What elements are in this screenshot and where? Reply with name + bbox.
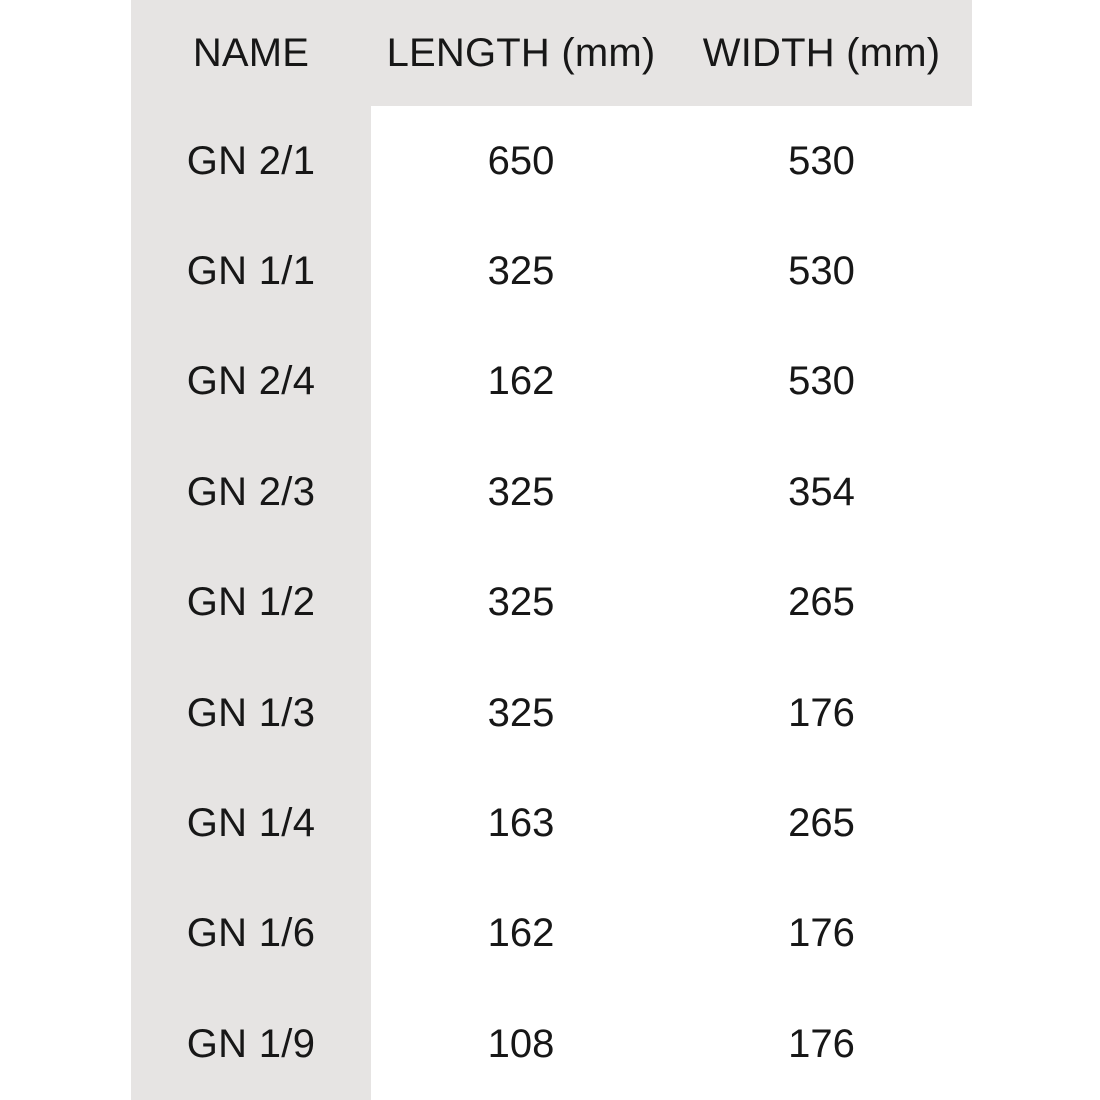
table-header-row [131, 0, 972, 106]
cell-length: 108 [487, 1021, 555, 1066]
cell-name: GN 1/3 [186, 690, 316, 735]
table-row [131, 437, 972, 547]
cell-name: GN 1/6 [186, 911, 316, 956]
table-header [131, 0, 972, 106]
cell-width: 176 [788, 911, 855, 956]
table-row [131, 879, 972, 989]
cell-length: 325 [487, 690, 555, 735]
table-row [131, 658, 972, 768]
gastronorm-size-table [131, 0, 972, 1100]
cell-width: 265 [788, 801, 855, 846]
table-body [131, 106, 972, 1100]
cell-width: 176 [788, 1021, 855, 1066]
cell-length: 325 [487, 249, 555, 294]
cell-width: 530 [788, 249, 855, 294]
cell-width: 530 [788, 138, 855, 183]
cell-length: 162 [487, 359, 555, 404]
column-header-name: NAME [192, 30, 310, 75]
column-header-width: WIDTH (mm) [702, 30, 941, 75]
cell-name: GN 1/4 [186, 801, 316, 846]
cell-width: 530 [788, 359, 855, 404]
cell-length: 650 [487, 138, 555, 183]
cell-length: 325 [487, 580, 555, 625]
cell-name: GN 1/2 [186, 580, 316, 625]
cell-width: 265 [788, 580, 855, 625]
cell-name: GN 1/1 [186, 249, 316, 294]
cell-length: 163 [487, 801, 555, 846]
cell-length: 162 [487, 911, 555, 956]
table-row [131, 548, 972, 658]
table-row [131, 768, 972, 878]
cell-length: 325 [487, 469, 555, 514]
cell-width: 354 [788, 469, 855, 514]
cell-name: GN 2/3 [186, 469, 316, 514]
table-row [131, 106, 972, 216]
table-row [131, 327, 972, 437]
cell-name: GN 1/9 [186, 1021, 316, 1066]
cell-name: GN 2/4 [186, 359, 316, 404]
cell-width: 176 [788, 690, 855, 735]
cell-name: GN 2/1 [186, 138, 316, 183]
column-header-length: LENGTH (mm) [386, 30, 656, 75]
table-row [131, 989, 972, 1099]
table-row [131, 216, 972, 326]
